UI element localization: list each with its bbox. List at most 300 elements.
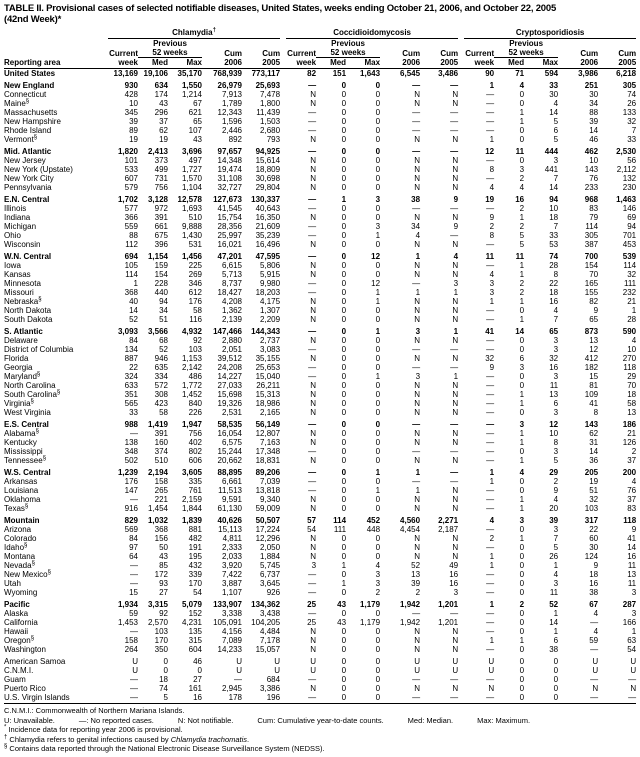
table-row xyxy=(4,261,636,270)
value-cell: 2 xyxy=(489,222,495,231)
value-cell: 607 xyxy=(124,174,138,183)
reporting-area-cell: Maryland§ xyxy=(4,371,41,381)
value-cell: 19,326 xyxy=(217,399,242,408)
value-cell: 83 xyxy=(627,504,637,513)
value-cell: 802 xyxy=(188,447,202,456)
value-cell: 0 xyxy=(375,270,381,279)
value-cell: 873 xyxy=(584,327,599,336)
cum-2006-header: 2006 xyxy=(380,58,420,69)
value-cell: 93 xyxy=(159,579,168,588)
value-cell: 3,696 xyxy=(181,147,202,156)
value-cell: 71 xyxy=(515,69,525,78)
value-cell: 1 xyxy=(631,306,637,315)
reporting-area-cell: Alabama§ xyxy=(4,428,39,438)
value-cell: 0 xyxy=(375,675,381,684)
value-cell: N xyxy=(414,552,421,561)
value-cell: 132 xyxy=(622,174,637,183)
value-cell: 166 xyxy=(622,618,637,627)
value-cell: 251 xyxy=(584,81,599,90)
value-cell: N xyxy=(452,543,459,552)
value-cell: 19,106 xyxy=(143,69,168,78)
footnote-cnmi: C.N.M.I.: Commonwealth of Northern Mariana Islands. xyxy=(4,706,185,715)
value-cell: 1,456 xyxy=(181,252,202,261)
value-cell: 1,104 xyxy=(181,183,202,192)
value-cell: 97 xyxy=(129,543,138,552)
value-cell: 3 xyxy=(553,156,559,165)
value-cell: — xyxy=(450,363,459,372)
value-cell: 152 xyxy=(188,609,202,618)
value-cell: 0 xyxy=(494,693,524,704)
value-cell: 62 xyxy=(589,429,599,438)
value-cell: 4,484 xyxy=(260,627,281,636)
value-cell: 63 xyxy=(627,636,637,645)
value-cell: — xyxy=(486,495,495,504)
header-cell xyxy=(420,39,458,49)
disease-group-header: Chlamydia† xyxy=(108,28,280,39)
value-cell: 1 xyxy=(631,627,637,636)
cum-2005-header: Cum xyxy=(618,48,637,58)
value-cell: 1 xyxy=(519,504,525,513)
value-cell: 18,986 xyxy=(255,399,281,408)
value-cell: 4 xyxy=(519,81,525,90)
value-cell: 4 xyxy=(553,99,559,108)
value-cell: 9 xyxy=(489,213,495,222)
value-cell: 12 xyxy=(485,147,495,156)
value-cell: 4 xyxy=(631,336,637,345)
value-cell: 1,154 xyxy=(147,252,168,261)
value-cell: 1 xyxy=(519,117,525,126)
value-cell: 0 xyxy=(341,420,347,429)
value-cell: 0 xyxy=(375,315,381,324)
value-cell: 70 xyxy=(589,270,599,279)
value-cell: 83 xyxy=(589,204,599,213)
value-cell: 0 xyxy=(553,657,559,666)
value-cell: 32 xyxy=(485,354,495,363)
value-cell: 12,343 xyxy=(217,108,242,117)
value-cell: — xyxy=(486,675,495,684)
value-cell: 25,693 xyxy=(255,81,281,90)
value-cell: 19 xyxy=(589,477,599,486)
reporting-area-cell: Maine§ xyxy=(4,98,30,108)
value-cell: 16 xyxy=(168,693,202,704)
value-cell: 1 xyxy=(415,468,421,477)
value-cell: 3 xyxy=(553,336,559,345)
value-cell: 756 xyxy=(188,429,202,438)
table-row xyxy=(4,345,636,354)
value-cell: 0 xyxy=(375,381,381,390)
value-cell: 221 xyxy=(154,495,168,504)
value-cell: 34 xyxy=(159,306,168,315)
value-cell: 34 xyxy=(589,99,599,108)
value-cell: 1,032 xyxy=(147,516,168,525)
table-title-line1: TABLE II. Provisional cases of selected notifiable diseases, United States, weeks ending October 21, 2006, and October 22, 2005 xyxy=(4,3,557,14)
value-cell: 346 xyxy=(188,279,202,288)
value-cell: — xyxy=(308,609,317,618)
footnotes xyxy=(4,706,636,754)
value-cell: 2 xyxy=(519,279,525,288)
cum-2005-header: 2005 xyxy=(420,58,458,69)
value-cell: 4 xyxy=(519,183,525,192)
value-cell: 33 xyxy=(549,81,559,90)
value-cell: 1 xyxy=(341,195,347,204)
value-cell: 1,419 xyxy=(147,420,168,429)
value-cell: 0 xyxy=(519,543,525,552)
value-cell: 29 xyxy=(549,468,559,477)
value-cell: — xyxy=(486,627,495,636)
table-row xyxy=(4,231,636,240)
value-cell: 1,463 xyxy=(616,195,637,204)
value-cell: 0 xyxy=(375,657,381,666)
value-cell: 5 xyxy=(519,231,525,240)
value-cell: 11,439 xyxy=(256,108,281,117)
value-cell: 2 xyxy=(489,534,495,543)
value-cell: N xyxy=(414,390,421,399)
value-cell: 559 xyxy=(124,222,138,231)
value-cell: 0 xyxy=(341,684,347,693)
value-cell: 440 xyxy=(154,288,168,297)
value-cell: 0 xyxy=(341,222,347,231)
value-cell: 0 xyxy=(341,399,347,408)
value-cell: 1 xyxy=(375,372,381,381)
value-cell: 14,233 xyxy=(217,645,242,654)
value-cell: 15,040 xyxy=(255,372,281,381)
value-cell: N xyxy=(310,543,317,552)
value-cell: 531 xyxy=(188,240,202,249)
value-cell: 116 xyxy=(189,315,202,324)
previous-52-weeks-header: 52 weeks xyxy=(138,48,202,58)
value-cell: 0 xyxy=(341,456,347,465)
value-cell: 1,452 xyxy=(181,390,202,399)
value-cell: 74 xyxy=(549,252,559,261)
value-cell: 39 xyxy=(589,117,599,126)
table-row xyxy=(4,165,636,174)
value-cell: 0 xyxy=(341,447,347,456)
value-cell: 3,338 xyxy=(221,609,242,618)
value-cell: 0 xyxy=(341,570,347,579)
value-cell: — xyxy=(308,327,317,336)
value-cell: 89,206 xyxy=(255,468,281,477)
value-cell: — xyxy=(486,372,495,381)
table-row xyxy=(4,297,636,306)
value-cell: 8 xyxy=(553,438,559,447)
table-row xyxy=(4,204,636,213)
value-cell: U xyxy=(488,666,495,675)
value-cell: — xyxy=(486,90,495,99)
value-cell: 0 xyxy=(341,306,347,315)
value-cell: 4 xyxy=(593,609,599,618)
table-row xyxy=(4,504,636,513)
value-cell: — xyxy=(486,174,495,183)
value-cell: 114 xyxy=(125,270,138,279)
value-cell: 124 xyxy=(584,552,599,561)
reporting-area-cell: American Samoa xyxy=(4,657,66,666)
value-cell: 3,920 xyxy=(221,561,242,570)
reporting-area-cell: Nevada§ xyxy=(4,560,35,570)
value-cell: 594 xyxy=(544,69,559,78)
value-cell: 35,155 xyxy=(255,354,281,363)
value-cell: 3 xyxy=(553,447,559,456)
value-cell: 62 xyxy=(159,126,168,135)
current-week-header: week xyxy=(108,58,138,69)
value-cell: 0 xyxy=(519,345,525,354)
value-cell: 126 xyxy=(622,438,637,447)
value-cell: 14 xyxy=(515,327,525,336)
value-cell: — xyxy=(308,252,317,261)
value-cell: 28,356 xyxy=(217,222,242,231)
value-cell: 13,818 xyxy=(255,486,281,495)
value-cell: 412 xyxy=(584,354,599,363)
value-cell: — xyxy=(308,477,317,486)
value-cell: N xyxy=(310,174,317,183)
previous-52-weeks-header: Previous xyxy=(153,39,187,48)
value-cell: — xyxy=(308,675,317,684)
value-cell: 9,591 xyxy=(221,495,242,504)
value-cell: 18,203 xyxy=(255,288,281,297)
value-cell: U xyxy=(132,657,138,666)
value-cell: 18 xyxy=(549,288,559,297)
value-cell: 2,050 xyxy=(260,543,281,552)
value-cell: 287 xyxy=(622,600,637,609)
value-cell: 9 xyxy=(453,195,459,204)
value-cell: 4 xyxy=(489,516,495,525)
table-row xyxy=(4,495,636,504)
value-cell: 4,932 xyxy=(181,327,202,336)
value-cell: N xyxy=(310,399,317,408)
value-cell: N xyxy=(310,552,317,561)
value-cell: 0 xyxy=(341,372,347,381)
value-cell: — xyxy=(308,588,317,597)
value-cell: — xyxy=(450,117,459,126)
value-cell: 0 xyxy=(341,609,347,618)
value-cell: 9 xyxy=(631,525,637,534)
value-cell: 6,615 xyxy=(221,261,242,270)
value-cell: 3 xyxy=(553,525,559,534)
value-cell: 840 xyxy=(188,399,202,408)
value-cell: 12,807 xyxy=(255,429,281,438)
value-cell: 41 xyxy=(485,327,495,336)
reporting-area-cell: New Hampshire xyxy=(4,117,61,126)
value-cell: 6,575 xyxy=(221,438,242,447)
value-cell: 2,139 xyxy=(221,315,242,324)
value-cell: 2,446 xyxy=(221,126,242,135)
value-cell: 1 xyxy=(489,477,495,486)
value-cell: N xyxy=(310,135,317,144)
value-cell: 30,698 xyxy=(255,174,281,183)
reporting-area-cell: Colorado xyxy=(4,534,37,543)
value-cell: N xyxy=(414,336,421,345)
value-cell: — xyxy=(412,363,421,372)
value-cell: 1,942 xyxy=(400,600,421,609)
value-cell: — xyxy=(486,126,495,135)
reporting-area-cell: W.S. Central xyxy=(4,468,51,477)
value-cell: — xyxy=(412,477,421,486)
value-cell: 1 xyxy=(519,390,525,399)
value-cell: 3 xyxy=(519,165,525,174)
value-cell: 11 xyxy=(549,381,559,390)
value-cell: 127,673 xyxy=(213,195,242,204)
value-cell: N xyxy=(452,429,459,438)
value-cell: 26 xyxy=(627,99,637,108)
reporting-area-cell: New Jersey xyxy=(4,156,46,165)
value-cell: 539 xyxy=(622,252,637,261)
value-cell: 107 xyxy=(188,126,202,135)
value-cell: 0 xyxy=(519,90,525,99)
value-cell: 1,839 xyxy=(181,516,202,525)
value-cell: 0 xyxy=(375,81,381,90)
value-cell: — xyxy=(486,645,495,654)
value-cell: N xyxy=(414,645,421,654)
value-cell: 1,179 xyxy=(360,600,381,609)
value-cell: 50,507 xyxy=(255,516,281,525)
value-cell: N xyxy=(452,381,459,390)
value-cell: — xyxy=(486,204,495,213)
value-cell: N xyxy=(414,429,421,438)
value-cell: N xyxy=(414,504,421,513)
value-cell: 43 xyxy=(193,135,202,144)
value-cell: 14 xyxy=(589,126,599,135)
value-cell: 161 xyxy=(188,684,202,693)
value-cell: 11,513 xyxy=(218,486,242,495)
value-cell: 0 xyxy=(341,174,347,183)
value-cell: 0 xyxy=(375,399,381,408)
reporting-area-cell: E.N. Central xyxy=(4,195,50,204)
value-cell: — xyxy=(412,126,421,135)
value-cell: 317 xyxy=(584,516,599,525)
reporting-area-cell: Puerto Rico xyxy=(4,684,46,693)
value-cell: 3 xyxy=(489,279,495,288)
value-cell: 225 xyxy=(188,261,202,270)
value-cell: N xyxy=(452,99,459,108)
value-cell: — xyxy=(486,108,495,117)
value-cell: 0 xyxy=(375,336,381,345)
value-cell: N xyxy=(310,240,317,249)
value-cell: 0 xyxy=(341,645,347,654)
value-cell: 2 xyxy=(519,174,525,183)
value-cell: 0 xyxy=(519,156,525,165)
value-cell: — xyxy=(308,579,317,588)
value-cell: 18,809 xyxy=(255,165,281,174)
value-cell: 499 xyxy=(154,165,168,174)
value-cell: 510 xyxy=(154,456,168,465)
value-cell: 0 xyxy=(375,636,381,645)
table-row xyxy=(4,144,636,156)
value-cell: 3 xyxy=(375,195,381,204)
value-cell: — xyxy=(130,579,138,588)
value-cell: N xyxy=(310,534,317,543)
reporting-area-cell: Montana xyxy=(4,552,36,561)
value-cell: 5,713 xyxy=(221,270,242,279)
value-cell: 13 xyxy=(627,408,637,417)
value-cell: — xyxy=(486,447,495,456)
value-cell: 6 xyxy=(553,126,559,135)
value-cell: 25 xyxy=(307,600,317,609)
value-cell: 3,645 xyxy=(260,579,281,588)
value-cell: 65 xyxy=(193,117,202,126)
value-cell: 46 xyxy=(193,657,202,666)
value-cell: — xyxy=(308,363,317,372)
value-cell: 0 xyxy=(375,213,381,222)
value-cell: 3 xyxy=(415,327,421,336)
value-cell: 0 xyxy=(519,579,525,588)
value-cell: N xyxy=(414,534,421,543)
value-cell: 11 xyxy=(515,147,525,156)
value-cell: 756 xyxy=(154,183,168,192)
value-cell: — xyxy=(486,456,495,465)
value-cell: 37 xyxy=(627,495,637,504)
value-cell: 37 xyxy=(627,456,637,465)
value-cell: 1 xyxy=(489,600,495,609)
value-cell: 89 xyxy=(129,126,138,135)
value-cell: U xyxy=(310,666,317,675)
value-cell: 0 xyxy=(375,495,381,504)
value-cell: 15,057 xyxy=(255,645,281,654)
value-cell: 53 xyxy=(549,240,559,249)
value-cell: 88 xyxy=(589,108,599,117)
value-cell: 0 xyxy=(519,666,525,675)
table-row xyxy=(4,513,636,525)
cum-2006-header: Cum xyxy=(580,48,599,58)
value-cell: 15,754 xyxy=(217,213,242,222)
value-cell: 497 xyxy=(188,156,202,165)
reporting-area-cell: North Dakota xyxy=(4,306,52,315)
value-cell: 0 xyxy=(341,99,347,108)
value-cell: 2 xyxy=(519,600,525,609)
value-cell: N xyxy=(452,399,459,408)
notifiable-diseases-table xyxy=(4,28,636,704)
table-row xyxy=(4,306,636,315)
table-row xyxy=(4,288,636,297)
reporting-area-cell: Florida xyxy=(4,354,29,363)
table-row xyxy=(4,477,636,486)
value-cell: 1 xyxy=(519,438,525,447)
value-cell: 0 xyxy=(519,552,525,561)
value-cell: 114 xyxy=(623,261,637,270)
value-cell: 0 xyxy=(375,552,381,561)
value-cell: 0 xyxy=(519,618,525,627)
value-cell: 0 xyxy=(163,666,168,675)
value-cell: — xyxy=(486,408,495,417)
value-cell: 84 xyxy=(129,336,138,345)
value-cell: 3,605 xyxy=(181,468,202,477)
value-cell: 39,512 xyxy=(217,354,242,363)
value-cell: N xyxy=(310,390,317,399)
value-cell: 82 xyxy=(589,297,599,306)
value-cell: 2 xyxy=(553,477,559,486)
value-cell: — xyxy=(308,420,317,429)
value-cell: 3 xyxy=(375,579,381,588)
value-cell: 29,804 xyxy=(255,183,281,192)
value-cell: 0 xyxy=(197,666,202,675)
value-cell: — xyxy=(108,693,138,704)
table-row xyxy=(4,417,636,429)
value-cell: 30 xyxy=(549,90,559,99)
value-cell: 2 xyxy=(519,288,525,297)
table-row xyxy=(4,618,636,627)
value-cell: 39 xyxy=(549,516,559,525)
value-cell: 143 xyxy=(584,165,599,174)
value-cell: 0 xyxy=(375,147,381,156)
value-cell: 38 xyxy=(411,195,421,204)
value-cell: 270 xyxy=(622,354,637,363)
value-cell: 1 xyxy=(375,486,381,495)
value-cell: 0 xyxy=(341,495,347,504)
value-cell: 0 xyxy=(375,504,381,513)
value-cell: 0 xyxy=(375,204,381,213)
value-cell: 2,209 xyxy=(260,315,281,324)
value-cell: N xyxy=(310,636,317,645)
reporting-area-cell: Arizona xyxy=(4,525,32,534)
value-cell: — xyxy=(486,399,495,408)
